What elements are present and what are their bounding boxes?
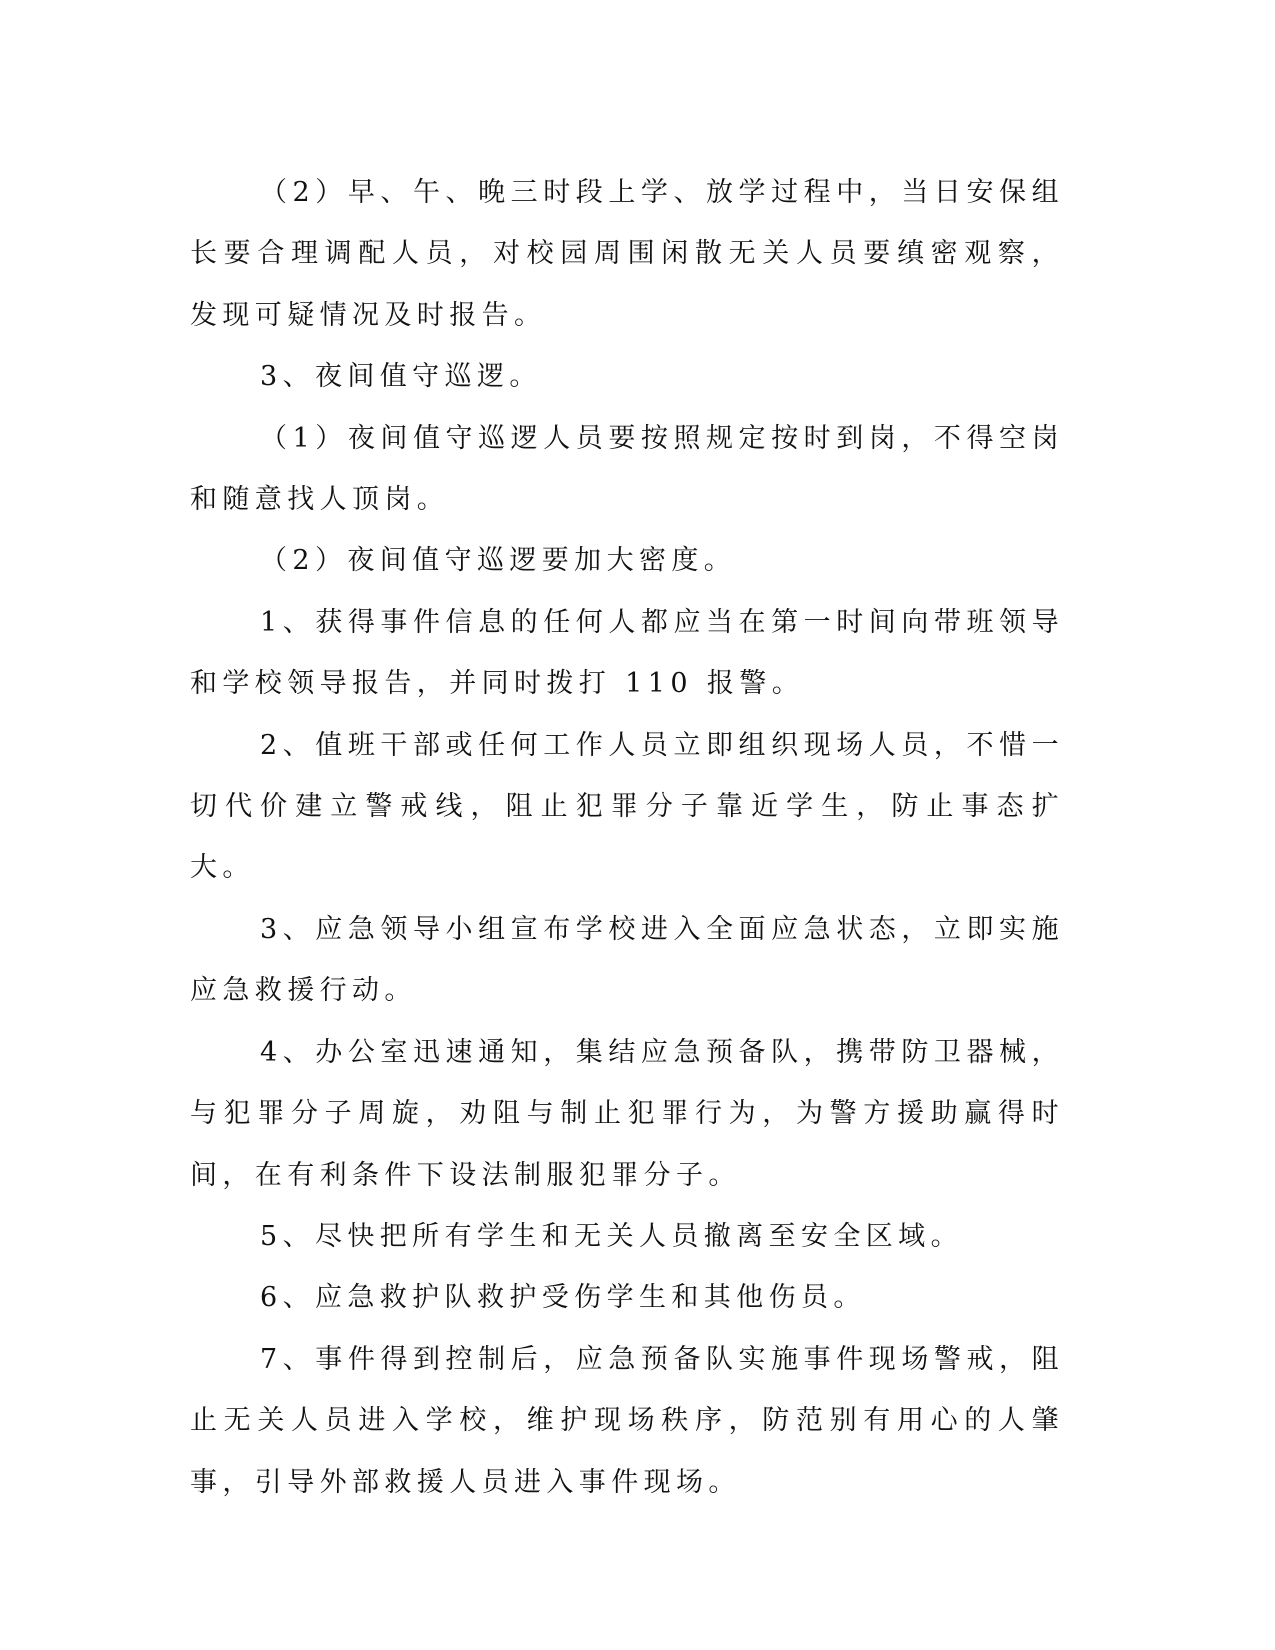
paragraph-item-1-night: （1）夜间值守巡逻人员要按照规定按时到岗，不得空岗和随意找人顶岗。	[190, 422, 1064, 516]
paragraph-step-5-evacuate: 5、尽快把所有学生和无关人员撤离至安全区域。	[260, 1220, 963, 1252]
paragraph-step-2-cordon: 2、值班干部或任何工作人员立即组织现场人员，不惜一切代价建立警戒线，阻止犯罪分子靠近学生，防止事态扩大。	[190, 729, 1064, 884]
paragraph-step-7-control: 7、事件得到控制后，应急预备队实施事件现场警戒，阻止无关人员进入学校，维护现场秩序，防范别有用心的人肇事，引导外部救援人员进入事件现场。	[190, 1343, 1064, 1498]
paragraph-step-1-report: 1、获得事件信息的任何人都应当在第一时间向带班领导和学校领导报告，并同时拨打 110 报警。	[190, 606, 1064, 700]
paragraph-item-2-a: （2）早、午、晚三时段上学、放学过程中，当日安保组长要合理调配人员，对校园周围闲散无关人员要缜密观察，发现可疑情况及时报告。	[190, 177, 1064, 331]
paragraph-section-3-night-patrol: 3、夜间值守巡逻。	[260, 361, 542, 393]
paragraph-step-4-reserve-team: 4、办公室迅速通知，集结应急预备队，携带防卫器械，与犯罪分子周旋，劝阻与制止犯罪行为，为警方援助赢得时间，在有利条件下设法制服犯罪分子。	[190, 1036, 1064, 1191]
document-body	[190, 162, 1064, 1513]
paragraph-item-2-night: （2）夜间值守巡逻要加大密度。	[260, 545, 737, 577]
paragraph-step-3-emergency-state: 3、应急领导小组宣布学校进入全面应急状态，立即实施应急救援行动。	[190, 913, 1064, 1007]
paragraph-step-6-rescue: 6、应急救护队救护受伤学生和其他伤员。	[260, 1282, 866, 1314]
